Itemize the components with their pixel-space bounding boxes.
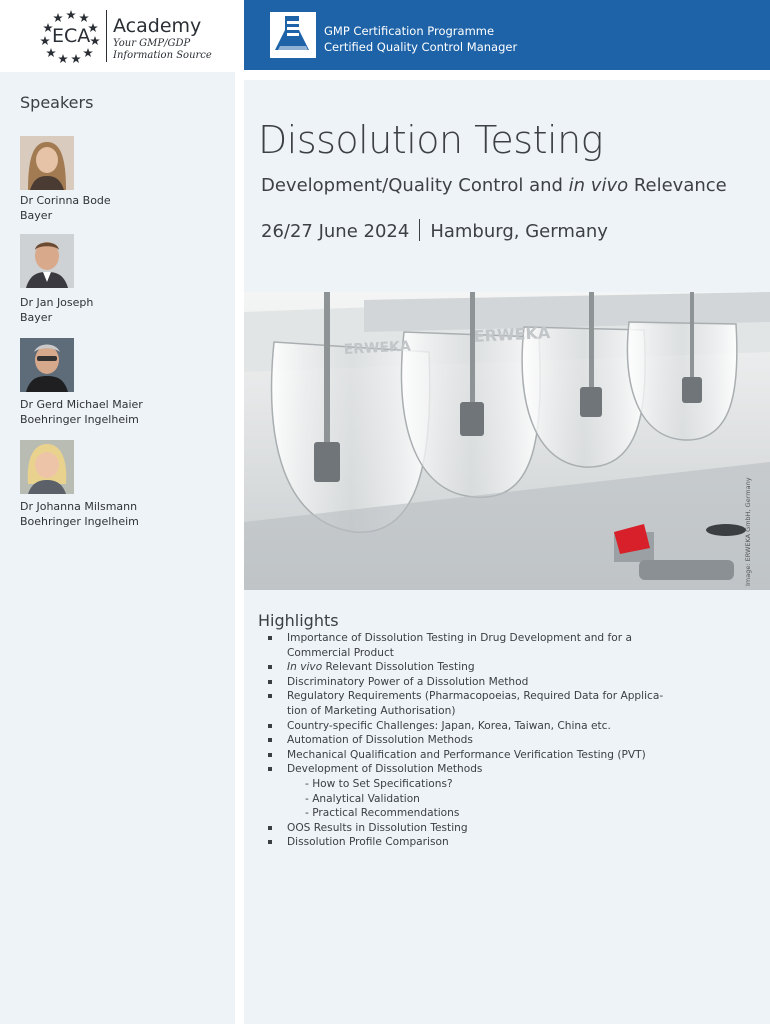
highlight-item-continuation: [268, 704, 668, 719]
programme-banner: [244, 0, 770, 70]
eca-wordmark: ECA: [52, 25, 91, 47]
speaker-photo-corinna-bode: [20, 136, 74, 190]
event-date: 26/27 June 2024: [261, 221, 410, 242]
highlight-text: OOS Results in Dissolution Testing: [287, 821, 468, 834]
eca-academy-logo: [38, 8, 228, 64]
speaker-organisation: Boehringer Ingelheim: [20, 413, 139, 426]
highlight-text: - Practical Recommendations: [305, 807, 460, 820]
highlight-text: Importance of Dissolution Testing in Drug Development and for a: [287, 632, 632, 644]
bullet-icon: [268, 767, 272, 771]
highlight-item-continuation: [268, 646, 668, 661]
event-date-location: [261, 219, 608, 242]
logo-tagline-1: Your GMP/GDP: [113, 38, 191, 49]
speaker-name: Dr Johanna Milsmann: [20, 500, 138, 513]
portrait-icon: [20, 136, 74, 190]
speaker-photo-gerd-michael-maier: [20, 338, 74, 392]
portrait-icon: [20, 234, 74, 288]
image-credit: Image: ERWEKA GmbH, Germany: [744, 477, 752, 586]
highlight-text: - How to Set Specifications?: [305, 777, 453, 790]
date-divider: [419, 219, 420, 241]
highlight-text: Country-specific Challenges: Japan, Korea, Taiwan, China etc.: [287, 719, 611, 732]
speaker-name: Dr Corinna Bode: [20, 194, 111, 207]
svg-text:ERWEKA: ERWEKA: [473, 323, 551, 346]
highlights-heading: Highlights: [258, 611, 339, 630]
highlight-subitem: [268, 792, 668, 807]
speaker-organisation: Boehringer Ingelheim: [20, 515, 139, 528]
speakers-heading: Speakers: [20, 93, 94, 112]
highlight-text: Commercial Product: [287, 646, 394, 659]
bullet-icon: [268, 665, 272, 669]
programme-name: GMP Certification Programme: [324, 24, 495, 38]
highlight-item: [268, 689, 668, 704]
speaker-organisation: Bayer: [20, 209, 53, 222]
speaker-name: Dr Jan Joseph: [20, 296, 94, 309]
highlight-text: Relevant Dissolution Testing: [322, 661, 475, 674]
highlight-item: [268, 748, 668, 763]
event-location: Hamburg, Germany: [430, 221, 608, 242]
academy-wordmark: Academy: [113, 15, 202, 37]
highlight-item: [268, 733, 668, 748]
speaker-organisation: Bayer: [20, 311, 53, 324]
bullet-icon: [268, 738, 272, 742]
lab-flask-icon: [270, 12, 316, 58]
course-subtitle: [261, 175, 727, 196]
highlight-item: [268, 631, 668, 646]
portrait-icon: [20, 338, 74, 392]
speaker-name: Dr Gerd Michael Maier: [20, 398, 143, 411]
subtitle-italic: in vivo: [568, 175, 629, 196]
logo-divider: [106, 10, 107, 62]
highlight-text: Automation of Dissolution Methods: [287, 734, 473, 747]
bullet-icon: [268, 840, 272, 844]
portrait-icon: [20, 440, 74, 494]
bullet-icon: [268, 753, 272, 757]
svg-text:ERWEKA: ERWEKA: [343, 338, 412, 358]
bullet-icon: [268, 724, 272, 728]
highlight-item: [268, 762, 668, 777]
highlight-text: - Analytical Validation: [305, 792, 420, 805]
highlight-text: Regulatory Requirements (Pharmacopoeias, Required Data for Applica-: [287, 690, 664, 703]
bullet-icon: [268, 694, 272, 698]
certificate-name: Certified Quality Control Manager: [324, 40, 518, 54]
highlights-list: [268, 631, 668, 850]
speaker-photo-jan-joseph: [20, 234, 74, 288]
course-title: Dissolution Testing: [258, 118, 603, 162]
highlight-text: Development of Dissolution Methods: [287, 763, 483, 776]
bullet-icon: [268, 826, 272, 830]
speaker-photo-johanna-milsmann: [20, 440, 74, 494]
highlight-text: tion of Marketing Authorisation): [287, 704, 456, 717]
subtitle-text: Relevance: [628, 175, 727, 196]
highlight-item: [268, 821, 668, 836]
highlight-text: Discriminatory Power of a Dissolution Method: [287, 675, 529, 688]
highlight-item: [268, 835, 668, 850]
highlight-subitem: [268, 806, 668, 821]
bullet-icon: [268, 636, 272, 640]
dissolution-apparatus-illustration: [244, 292, 770, 590]
highlight-item: [268, 719, 668, 734]
highlight-italic: In vivo: [287, 661, 323, 674]
highlight-item: [268, 660, 668, 675]
subtitle-text: Development/Quality Control and: [261, 175, 569, 196]
logo-tagline-2: Information Source: [113, 50, 212, 61]
highlight-item: [268, 675, 668, 690]
dissolution-apparatus-photo: [244, 292, 770, 590]
bullet-icon: [268, 680, 272, 684]
highlight-subitem: [268, 777, 668, 792]
highlight-text: Mechanical Qualification and Performance Verification Testing (PVT): [287, 748, 646, 761]
highlight-text: Dissolution Profile Comparison: [287, 836, 449, 849]
